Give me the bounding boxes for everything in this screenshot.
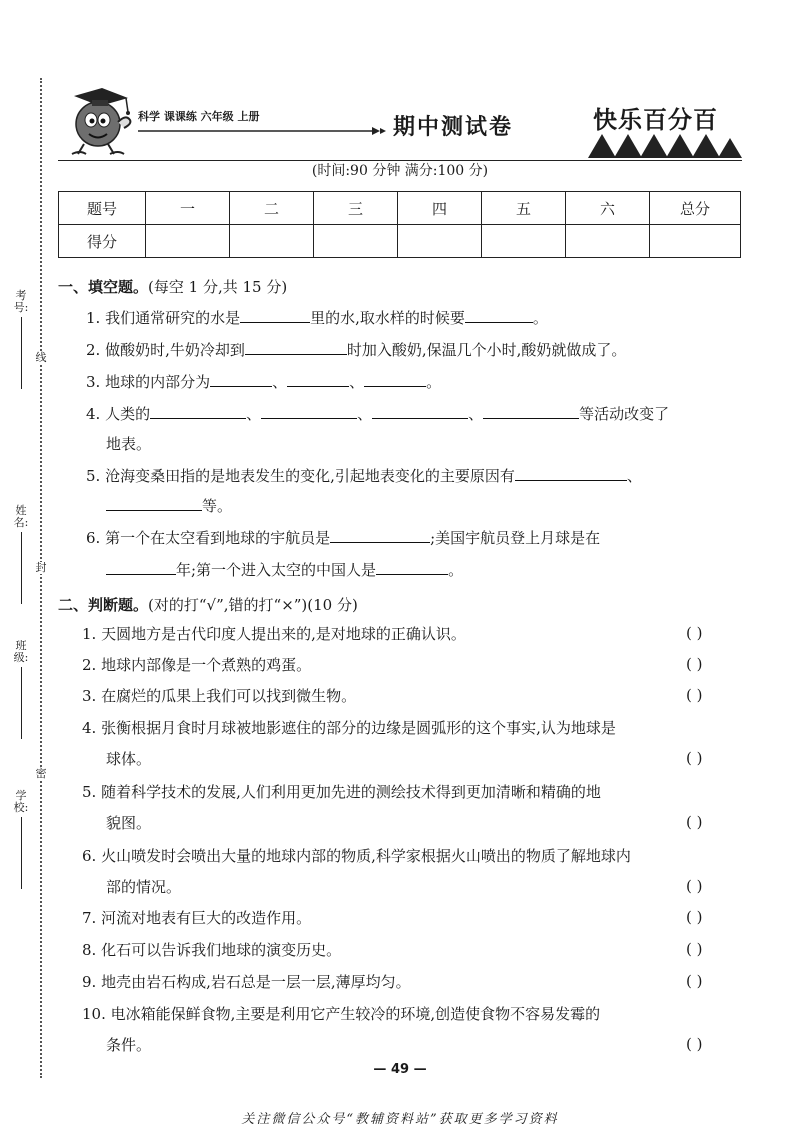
judgment-item-10-continued: 条件。 [106,1036,152,1054]
score-cell[interactable] [482,225,566,258]
answer-blank[interactable] [376,560,448,575]
judgment-item-6-continued: 部的情况。 [106,878,182,896]
judgment-item-5-continued: 貌图。 [106,814,152,832]
time-score-info: (时间:90 分钟 满分:100 分) [311,163,489,179]
answer-blank[interactable] [465,308,533,323]
judgment-item-2: 2. 地球内部像是一个煮熟的鸡蛋。 [82,656,312,674]
judgment-item-10: 10. 电冰箱能保鲜食物,主要是利用它产生较冷的环境,创造使食物不容易发霉的 [82,1005,601,1023]
subject-label: 科学 课课练 六年级 上册 [138,110,260,123]
answer-blank[interactable] [245,340,347,355]
page-header [58,78,742,158]
answer-blank[interactable] [330,528,430,543]
score-row-label: 得分 [59,225,146,258]
binding-dotted-line [40,78,42,1078]
answer-parentheses[interactable]: ( ) [686,813,703,831]
table-header-cell: 四 [398,192,482,225]
seal-mark-seal: 封 [35,561,47,574]
question-5: 5. 沧海变桑田指的是地表发生的变化,引起地表变化的主要原因有 、 [86,467,642,485]
page-title: 期中测试卷 [393,114,514,140]
answer-blank[interactable] [483,404,579,419]
score-cell[interactable] [314,225,398,258]
question-4: 4. 人类的 、 、 、 等活动改变了 [86,405,670,423]
section-heading: 一、填空题。(每空 1 分,共 15 分) [58,278,288,296]
question-4-continued: 地表。 [106,435,152,453]
page-number: — 49 — [373,1062,427,1077]
class-field[interactable]: 班级: [12,640,30,739]
judgment-item-4: 4. 张衡根据月食时月球被地影遮住的部分的边缘是圆弧形的这个事实,认为地球是 [82,719,616,737]
table-row [59,192,741,225]
school-field[interactable]: 学校: [12,790,30,889]
judgment-item-1: 1. 天圆地方是古代印度人提出来的,是对地球的正确认识。 [82,625,466,643]
question-2: 2. 做酸奶时,牛奶冷却到 时加入酸奶,保温几个小时,酸奶就做成了。 [86,341,627,359]
judgment-item-6: 6. 火山喷发时会喷出大量的地球内部的物质,科学家根据火山喷出的物质了解地球内 [82,847,631,865]
question-6: 6. 第一个在太空看到地球的宇航员是 ;美国宇航员登上月球是在 [86,529,601,547]
answer-blank[interactable] [150,404,246,419]
answer-blank[interactable] [515,466,627,481]
table-header-cell: 二 [230,192,314,225]
answer-parentheses[interactable]: ( ) [686,624,703,642]
score-cell[interactable] [566,225,650,258]
answer-parentheses[interactable]: ( ) [686,908,703,926]
judgment-item-8: 8. 化石可以告诉我们地球的演变历史。 [82,941,342,959]
answer-blank[interactable] [364,372,426,387]
judgment-item-4-continued: 球体。 [106,750,152,768]
exam-number-field[interactable]: 考号: [12,290,30,389]
answer-blank[interactable] [287,372,349,387]
answer-blank[interactable] [106,496,202,511]
footer-note: 关注微信公众号“教辅资料站”获取更多学习资料 [241,1112,559,1127]
table-header-cell: 题号 [59,192,146,225]
answer-parentheses[interactable]: ( ) [686,940,703,958]
answer-blank[interactable] [261,404,357,419]
question-1: 1. 我们通常研究的水是 里的水,取水样的时候要 。 [86,309,548,327]
name-field[interactable]: 姓名: [12,505,30,604]
answer-blank[interactable] [372,404,468,419]
question-5-continued: 等。 [106,496,762,516]
question-6-continued: 年;第一个进入太空的中国人是 。 [106,560,762,580]
answer-blank[interactable] [210,372,272,387]
answer-blank[interactable] [106,560,176,575]
mountain-peaks-icon [588,130,742,160]
brand-logo: 快乐百分百 [593,106,718,134]
judgment-item-7: 7. 河流对地表有巨大的改造作用。 [82,909,312,927]
section-heading: 二、判断题。(对的打“√”,错的打“×”)(10 分) [58,596,358,614]
table-header-cell: 六 [566,192,650,225]
judgment-item-9: 9. 地壳由岩石构成,岩石总是一层一层,薄厚均匀。 [82,973,411,991]
score-cell[interactable] [230,225,314,258]
seal-mark-secret: 密 [35,767,47,780]
score-cell[interactable] [146,225,230,258]
table-header-cell: 一 [146,192,230,225]
answer-parentheses[interactable]: ( ) [686,972,703,990]
answer-parentheses[interactable]: ( ) [686,686,703,704]
answer-parentheses[interactable]: ( ) [686,877,703,895]
score-cell[interactable] [398,225,482,258]
judgment-item-5: 5. 随着科学技术的发展,人们利用更加先进的测绘技术得到更加清晰和精确的地 [82,783,601,801]
question-3: 3. 地球的内部分为 、 、 。 [86,373,442,391]
answer-parentheses[interactable]: ( ) [686,1035,703,1053]
judgment-item-3: 3. 在腐烂的瓜果上我们可以找到微生物。 [82,687,357,705]
answer-parentheses[interactable]: ( ) [686,749,703,767]
table-row [59,225,741,258]
score-table [58,191,741,258]
answer-blank[interactable] [240,308,310,323]
table-header-cell: 总分 [650,192,741,225]
arrow-decoration-icon [138,126,388,136]
answer-parentheses[interactable]: ( ) [686,655,703,673]
graduate-mascot-icon [62,82,142,158]
score-cell[interactable] [650,225,741,258]
seal-mark-line: 线 [35,351,47,364]
table-header-cell: 三 [314,192,398,225]
table-header-cell: 五 [482,192,566,225]
